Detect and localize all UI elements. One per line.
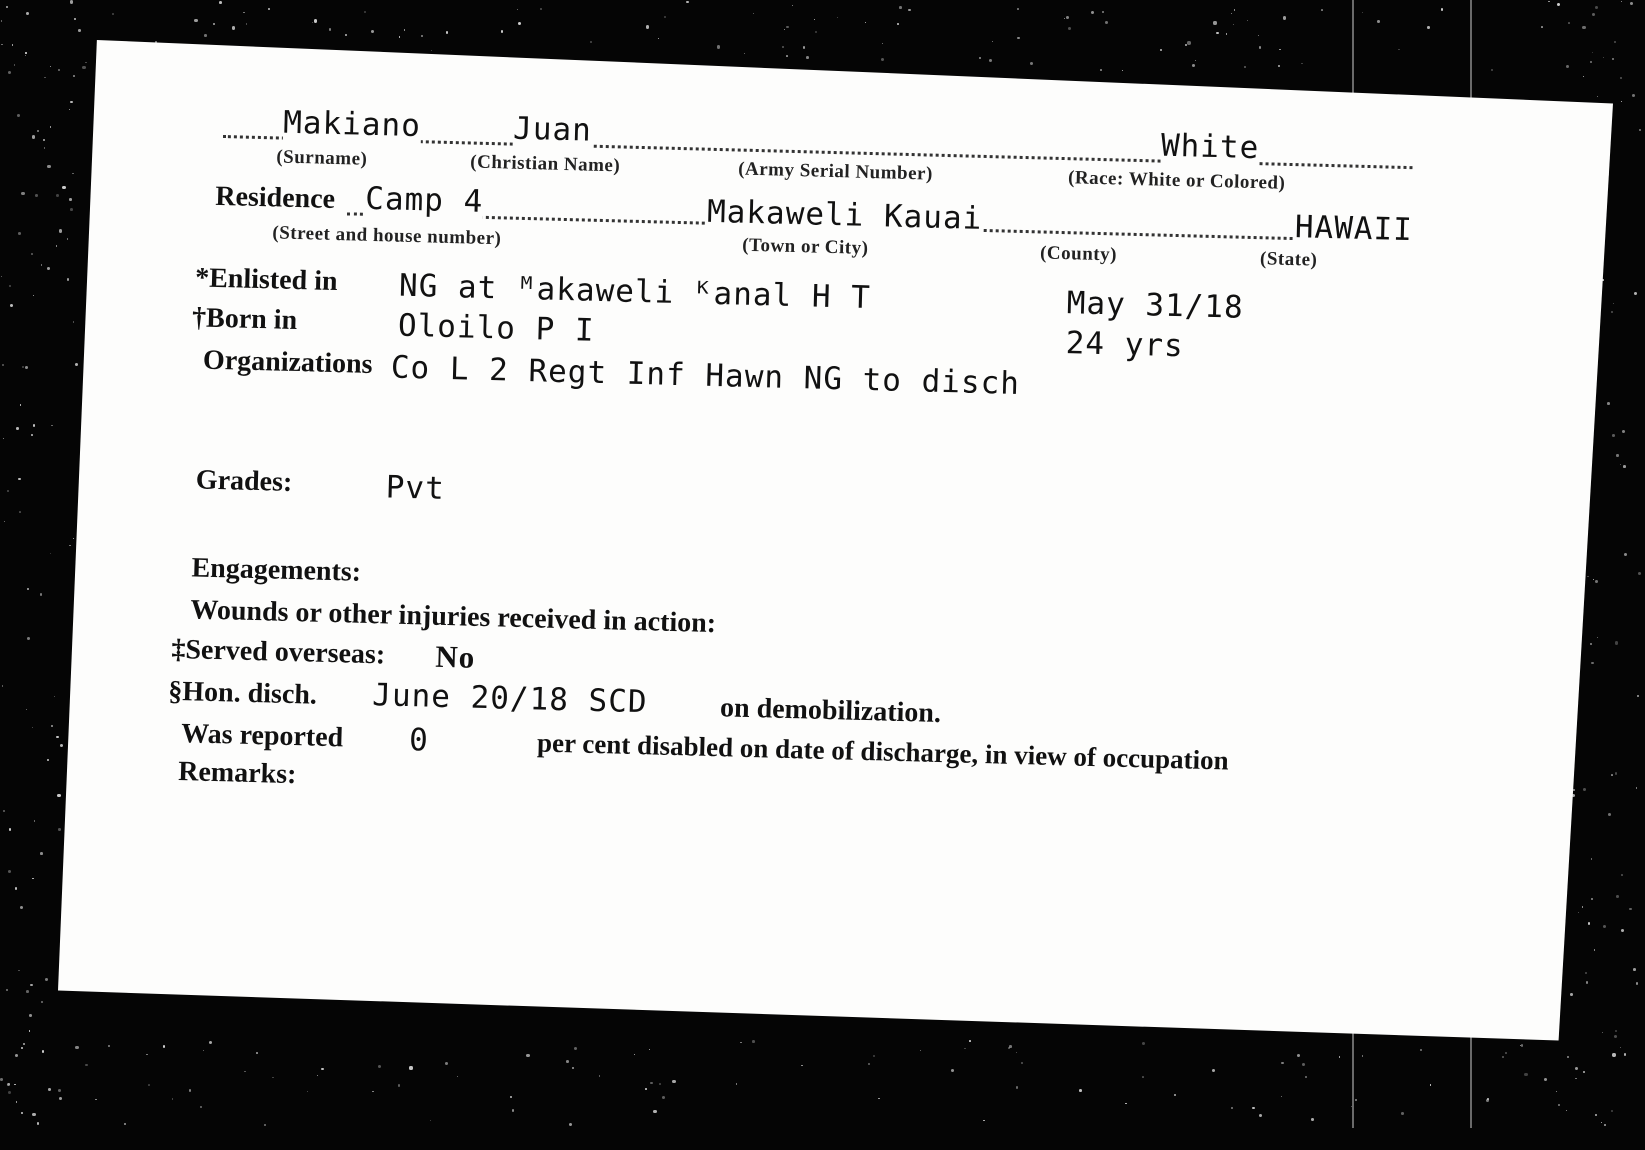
scan-noise-speck xyxy=(430,1120,431,1121)
scan-noise-speck xyxy=(124,1123,126,1125)
residence-state-value: HAWAII xyxy=(1294,209,1414,249)
age-value: 24 yrs xyxy=(1065,325,1185,365)
street-caption: (Street and house number) xyxy=(272,222,502,250)
army-serial-caption: (Army Serial Number) xyxy=(737,158,934,185)
reported-label: Was reported xyxy=(180,718,344,754)
scan-noise-speck xyxy=(1234,9,1236,11)
scan-noise-speck xyxy=(1,20,2,21)
enlisted-date: May 31/18 xyxy=(1066,285,1245,326)
remarks-label: Remarks: xyxy=(177,756,297,791)
race-value: White xyxy=(1160,127,1260,167)
town-caption: (Town or City) xyxy=(741,234,869,259)
overseas-label: ‡Served overseas: xyxy=(171,633,386,671)
christian-name-caption: (Christian Name) xyxy=(470,151,621,177)
discharge-value: June 20/18 SCD xyxy=(371,677,648,721)
scan-noise-speck xyxy=(1636,982,1638,984)
scan-noise-speck xyxy=(1557,3,1560,6)
enlisted-label: *Enlisted in xyxy=(194,262,338,298)
scan-noise-speck xyxy=(2,364,4,366)
enlisted-value: NG at ᴹakaweli ᴷanal H T xyxy=(398,267,872,317)
scan-noise-speck xyxy=(1321,9,1323,11)
reported-value: 0 xyxy=(408,722,430,759)
engagements-label: Engagements: xyxy=(191,552,362,588)
scan-noise-speck xyxy=(32,1113,35,1116)
overseas-value: No xyxy=(434,638,476,675)
discharge-suffix: on demobilization. xyxy=(719,692,942,729)
scan-noise-speck xyxy=(1441,8,1443,10)
scan-noise-speck xyxy=(1,44,2,45)
race-caption: (Race: White or Colored) xyxy=(1067,167,1286,194)
reported-suffix: per cent disabled on date of discharge, in view of occupation xyxy=(536,727,1230,776)
organizations-label: Organizations xyxy=(202,344,373,380)
scan-noise-speck xyxy=(1,276,2,277)
scan-noise-speck xyxy=(569,1123,572,1126)
discharge-label: §Hon. disch. xyxy=(167,675,318,711)
wounds-label: Wounds or other injuries received in action: xyxy=(190,594,717,640)
organizations-value: Co L 2 Regt Inf Hawn NG to disch xyxy=(390,349,1021,402)
scan-noise-speck xyxy=(1630,2,1633,5)
grades-value: Pvt xyxy=(385,469,446,507)
born-value: Oloilo P I xyxy=(397,307,596,349)
surname-caption: (Surname) xyxy=(276,146,368,170)
scan-noise-speck xyxy=(1548,1,1550,3)
scan-noise-speck xyxy=(1595,6,1598,9)
scan-noise-speck xyxy=(6,6,8,8)
residence-town-value: Makaweli Kauai xyxy=(706,193,983,237)
christian-name-value: Juan xyxy=(512,110,593,149)
surname-value: Makiano xyxy=(282,104,422,145)
scan-noise-speck xyxy=(8,71,11,74)
scan-noise-speck xyxy=(1621,1,1623,3)
scan-noise-speck xyxy=(21,1112,23,1114)
residence-label: Residence xyxy=(214,180,336,215)
residence-street-value: Camp 4 xyxy=(364,180,484,220)
scan-noise-speck xyxy=(37,1122,39,1124)
born-label: †Born in xyxy=(191,302,298,337)
grades-label: Grades: xyxy=(195,464,293,498)
scan-noise-speck xyxy=(264,1124,266,1126)
scan-noise-speck xyxy=(1362,12,1363,13)
scan-noise-speck xyxy=(1592,13,1595,16)
county-caption: (County) xyxy=(1039,242,1118,266)
state-caption: (State) xyxy=(1259,248,1318,271)
